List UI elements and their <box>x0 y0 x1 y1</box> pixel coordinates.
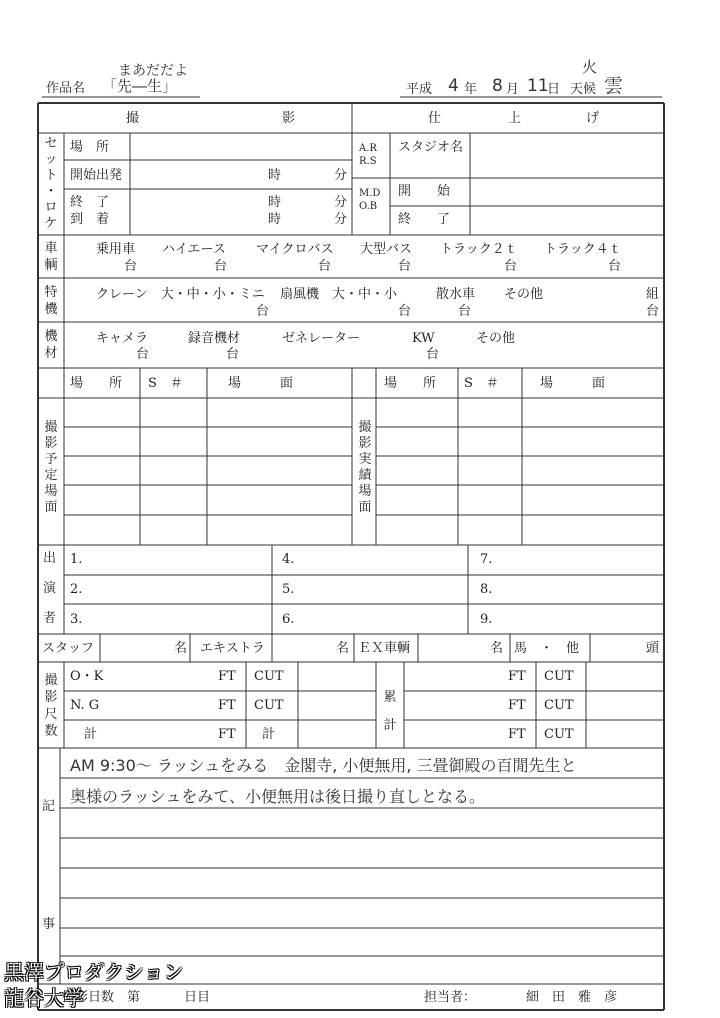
equip-unit-1: 台 <box>136 347 150 362</box>
ok-label: O・K <box>70 669 104 684</box>
equip-other: その他 <box>476 331 516 346</box>
vehicle-truck-4t: トラック４ｔ <box>544 242 622 257</box>
ok-cut: CUT <box>254 669 284 684</box>
equip-unit-2: 台 <box>226 347 240 362</box>
notes-line-1: AM 9:30～ ラッシュをみる 金閣寺, 小便無用, 三畳御殿の百閒先生と <box>70 756 577 775</box>
cast-slot-6: 6. <box>282 612 295 627</box>
cast-side-2: 演 <box>43 581 57 596</box>
special-crane: クレーン 大・中・小・ミニ <box>96 287 265 302</box>
cum-cut-1: CUT <box>544 669 574 684</box>
vehicles-side-label: 車 輌 <box>44 241 58 273</box>
year-unit: 年 <box>464 82 478 97</box>
ex-vehicle-unit: 名 <box>490 641 504 656</box>
work-title-label: 作品名 <box>46 81 86 96</box>
section-ge: げ <box>586 111 600 126</box>
cumulative-side-label: 累 計 <box>383 690 397 733</box>
start-label: 開 始 <box>398 184 451 199</box>
ng-cut: CUT <box>254 698 284 713</box>
year-value: 4 <box>448 76 459 96</box>
total-cut-label: 計 <box>262 727 276 742</box>
ob-label: O.B <box>359 201 378 212</box>
planned-place-header: 場 所 <box>70 376 123 391</box>
cast-side-3: 者 <box>43 611 57 626</box>
special-unit-3: 台 <box>458 304 472 319</box>
equipment-side-label: 機 材 <box>44 329 58 361</box>
staff-unit: 名 <box>174 641 188 656</box>
day-unit: 日 <box>547 82 561 97</box>
total-label: 計 <box>84 727 98 742</box>
depart-minute: 分 <box>334 168 348 183</box>
cum-ft-3: FT <box>508 727 526 742</box>
equip-generator: ゼネレーター <box>282 331 361 346</box>
depart-label: 開始出発 <box>70 168 123 183</box>
place-label: 場 所 <box>70 140 110 155</box>
arrive-label: 到 着 <box>70 212 110 227</box>
special-water-truck: 散水車 <box>436 287 476 302</box>
cast-slot-5: 5. <box>282 582 295 597</box>
total-ft: FT <box>218 727 236 742</box>
vehicle-unit-4: 台 <box>398 259 412 274</box>
footage-side-label: 撮 影 尺 数 <box>44 673 58 739</box>
special-side-label: 特 機 <box>44 285 58 317</box>
end-label: 終 了 <box>70 195 110 210</box>
day-count-label: 撮影日数 第 <box>62 990 141 1005</box>
planned-snum-header: S ＃ <box>148 376 183 391</box>
ok-ft: FT <box>218 669 236 684</box>
cast-slot-4: 4. <box>282 552 295 567</box>
extra-unit: 名 <box>336 641 350 656</box>
planned-scenes-side-label: 撮 影 予 定 場 面 <box>44 420 58 515</box>
month-value: 8 <box>492 76 503 96</box>
studio-label: スタジオ名 <box>398 140 464 155</box>
ng-label: N. G <box>70 698 100 713</box>
day-value: 11 <box>527 76 549 96</box>
watermark-line-2: 龍谷大学 <box>4 986 84 1010</box>
finish-label: 終 了 <box>398 212 451 227</box>
cast-slot-3: 3. <box>70 612 83 627</box>
vehicle-unit-6: 台 <box>608 259 622 274</box>
cum-ft-2: FT <box>508 698 526 713</box>
vehicle-bus: 大型バス <box>360 242 413 257</box>
planned-scene-header: 場 面 <box>228 376 294 391</box>
section-kage: 影 <box>282 111 296 126</box>
arrive-minute: 分 <box>334 212 348 227</box>
notes-side-1: 記 <box>42 799 56 814</box>
title-annotation: まあだだよ <box>118 63 188 79</box>
person-label: 担当者： <box>424 990 477 1005</box>
cum-cut-2: CUT <box>544 698 574 713</box>
month-unit: 月 <box>506 82 520 97</box>
rs-label: R.S <box>359 156 377 167</box>
day-count-unit: 日目 <box>184 990 211 1005</box>
cum-cut-3: CUT <box>544 727 574 742</box>
md-label: M.D <box>359 188 381 199</box>
section-shi: 仕 <box>428 111 442 126</box>
notes-side-2: 事 <box>42 917 56 932</box>
actual-scene-header: 場 面 <box>540 376 606 391</box>
person-name: 細 田 雅 彦 <box>526 990 618 1005</box>
special-group: 組 <box>646 287 660 302</box>
cast-slot-2: 2. <box>70 582 83 597</box>
cast-side-1: 出 <box>43 551 57 566</box>
depart-hour: 時 <box>268 168 282 183</box>
cast-slot-8: 8. <box>480 582 493 597</box>
ng-ft: FT <box>218 698 236 713</box>
special-unit-1: 台 <box>256 304 270 319</box>
special-other: その他 <box>504 287 544 302</box>
vehicle-unit-5: 台 <box>504 259 518 274</box>
special-unit-4: 台 <box>646 304 660 319</box>
special-fan: 扇風機 大・中・小 <box>280 287 398 302</box>
vehicle-unit-2: 台 <box>214 259 228 274</box>
extra-label: エキストラ <box>200 641 265 656</box>
actual-scenes-side-label: 撮 影 実 績 場 面 <box>358 420 372 515</box>
equip-sound: 録音機材 <box>188 331 241 346</box>
cast-slot-9: 9. <box>480 612 493 627</box>
vehicle-microbus: マイクロバス <box>256 242 334 257</box>
horse-unit: 頭 <box>646 641 660 656</box>
watermark-line-1: 黒澤プロダクション <box>4 960 184 984</box>
work-title-value: 「先―生」 <box>102 77 178 95</box>
cum-ft-1: FT <box>508 669 526 684</box>
equip-unit-3: 台 <box>426 347 440 362</box>
section-satsuei: 撮 <box>126 111 140 126</box>
section-jou: 上 <box>508 111 522 126</box>
ar-label: A.R <box>359 143 377 154</box>
equip-camera: キャメラ <box>96 331 149 346</box>
arrive-hour: 時 <box>268 212 282 227</box>
vehicle-unit-3: 台 <box>318 259 332 274</box>
weather-value: 雲 <box>604 75 624 97</box>
actual-snum-header: S ＃ <box>464 376 499 391</box>
weekday-note: 火 <box>582 58 598 76</box>
staff-label: スタッフ <box>42 641 95 656</box>
special-unit-2: 台 <box>398 304 412 319</box>
era-label: 平成 <box>406 82 433 97</box>
horse-label: 馬 ・ 他 <box>514 641 580 656</box>
cast-slot-7: 7. <box>480 552 493 567</box>
vehicle-truck-2t: トラック２ｔ <box>440 242 518 257</box>
weather-label: 天候 <box>570 82 597 97</box>
notes-line-2: 奥様のラッシュをみて、小便無用は後日撮り直しとなる。 <box>70 787 486 806</box>
end-minute: 分 <box>334 195 348 210</box>
end-hour: 時 <box>268 195 282 210</box>
cast-slot-1: 1. <box>70 552 83 567</box>
vehicle-hiace: ハイエース <box>162 242 226 257</box>
equip-kw: KW <box>412 331 435 346</box>
vehicle-passenger: 乗用車 <box>96 242 136 257</box>
set-loc-side-label: セ ッ ト ・ ロ ケ <box>44 136 58 231</box>
ex-vehicle-label: ＥＸ車輌 <box>358 641 411 656</box>
actual-place-header: 場 所 <box>384 376 437 391</box>
vehicle-unit-1: 台 <box>124 259 138 274</box>
